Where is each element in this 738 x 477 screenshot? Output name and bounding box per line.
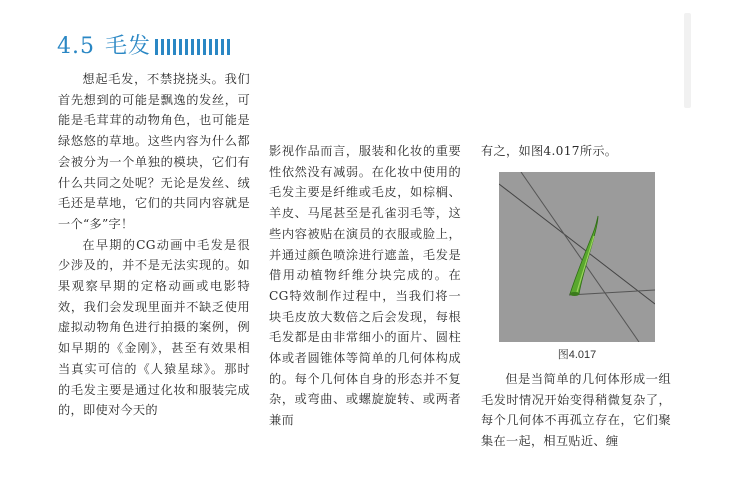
paragraph-continued: 影视作品而言，服装和化妆的重要性依然没有减弱。在化妆中使用的毛发主要是纤维或毛皮，如棕榈、羊皮、马尾甚至是孔雀羽毛等，这些内容被贴在演员的衣服或脸上，并通过颜色喷涂进行遮盖，毛发是借用动植物纤维分块完成的。在CG特效制作过程中，当我们将一块毛皮放大数倍之后会发现，每根毛发都是由非常细小的面片、圆柱体或者圆锥体等简单的几何体构成的。每个几何体自身的形态并不复杂，或弯曲、或螺旋旋转、或两者兼而	[269, 144, 461, 428]
paragraph-1: 想起毛发，不禁挠挠头。我们首先想到的可能是飘逸的发丝，可能是毛茸茸的动物角色，也可能是绿悠悠的草地。这些内容为什么都会被分为一个单独的模块，它们有什么共同之处呢？无论是发丝、绒毛还是草地，它们的共同内容就是一个“多”字！	[58, 72, 250, 231]
section-title: 毛发	[105, 34, 152, 59]
column-1	[58, 69, 250, 421]
figure-4017-image	[499, 172, 655, 342]
column-3-top	[481, 141, 671, 162]
paragraph-2: 在早期的CG动画中毛发是很少涉及的，并不是无法实现的。如果观察早期的定格动画或电影特效，我们会发现里面并不缺乏使用虚拟动物角色进行拍摄的案例，例如早期的《金刚》，甚至有效果相当真实可信的《人猿星球》。那时的毛发主要是通过化妆和服装完成的，即使对今天的	[58, 237, 250, 418]
figure-caption: 图4.017	[557, 349, 597, 361]
paragraph-next: 但是当简单的几何体形成一组毛发时情况开始变得稍微复杂了，每个几何体不再孤立存在，它们聚集在一起，相互贴近、缠	[481, 372, 671, 449]
title-decoration	[155, 39, 233, 55]
column-3-bottom	[481, 369, 671, 452]
hair-strand	[570, 216, 598, 294]
section-number: 4.5	[57, 34, 95, 59]
paragraph-end: 有之，如图4.017所示。	[481, 144, 618, 158]
section-heading	[57, 33, 233, 61]
scrollbar[interactable]	[684, 13, 691, 108]
axis-line	[521, 172, 639, 342]
column-2	[269, 141, 461, 431]
